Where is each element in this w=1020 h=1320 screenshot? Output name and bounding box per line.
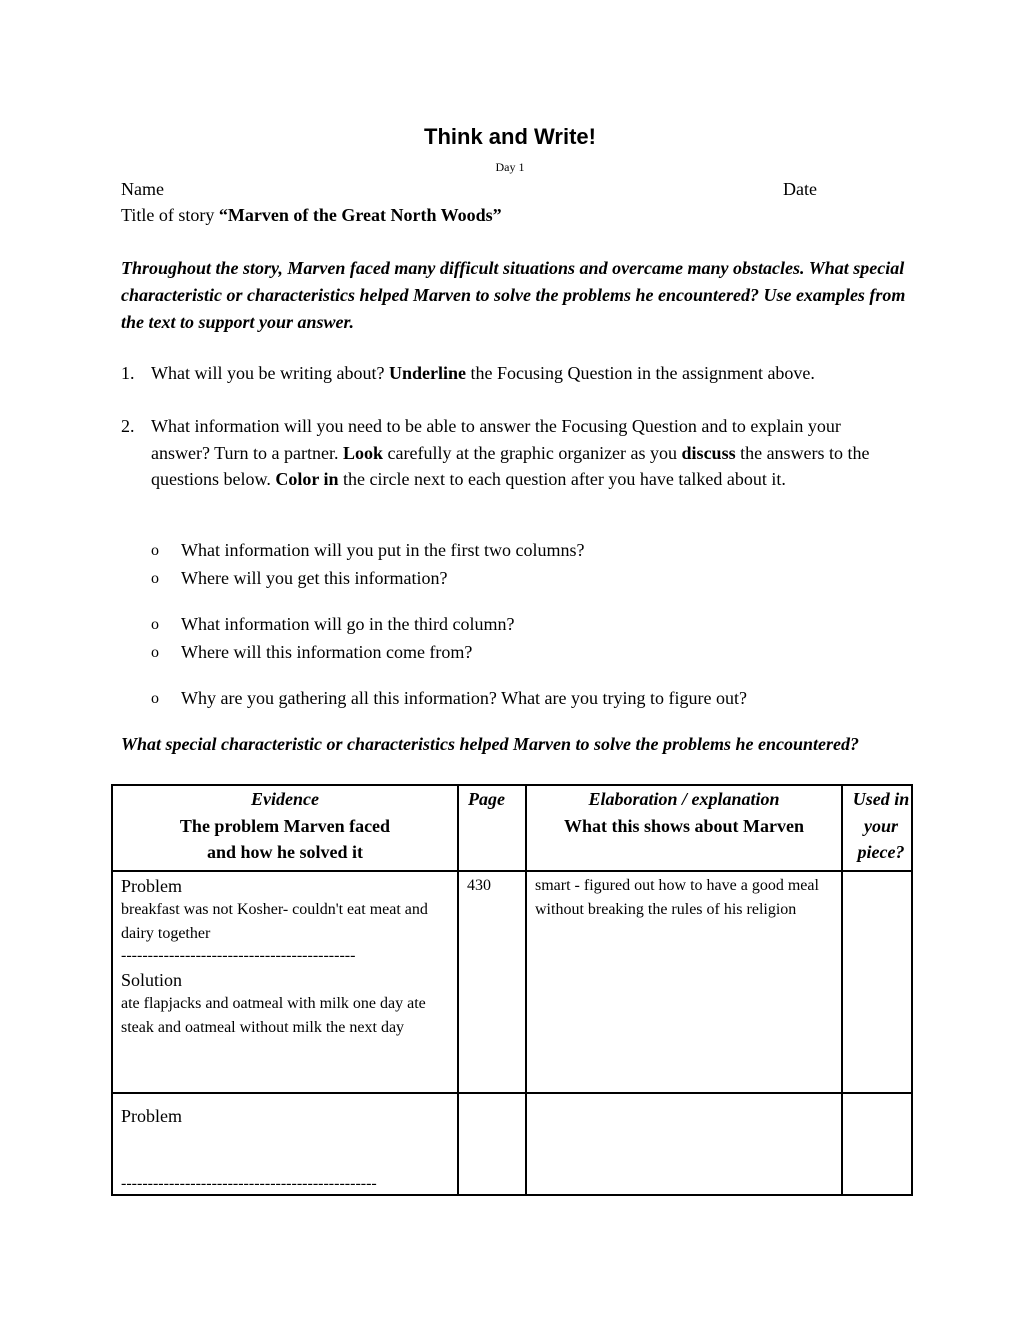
- bullet-circle-icon: o: [151, 570, 159, 587]
- page-header: [458, 785, 526, 871]
- divider: ------------------------------------------------: [121, 1175, 377, 1192]
- problem-label: Problem: [121, 1106, 182, 1126]
- q1-text-bold: Underline: [388, 363, 466, 383]
- used-header: Used in your piece?: [842, 785, 912, 871]
- q2-number: 2.: [121, 416, 135, 436]
- elaboration-header-sub: What this shows about Marven: [563, 815, 805, 836]
- story-title-line: [121, 202, 502, 228]
- q2-bold-discuss: discuss: [681, 442, 736, 463]
- page-title: Think and Write!: [424, 124, 596, 149]
- problem-label: Problem: [121, 876, 182, 896]
- bullet-item: Where will you get this information?: [181, 568, 448, 588]
- bullet-item: What information will you put in the first two columns?: [181, 540, 585, 560]
- elaboration-cell[interactable]: [526, 871, 842, 1093]
- bullet-circle-icon: o: [151, 616, 159, 633]
- evidence-header-sub2: and how he solved it: [206, 842, 364, 862]
- page-cell[interactable]: [458, 871, 526, 1093]
- problem-text: breakfast was not Kosher- couldn't eat meat and dairy together: [121, 901, 428, 942]
- used-cell[interactable]: [842, 871, 912, 1093]
- used-cell[interactable]: [842, 1093, 912, 1195]
- q2-part2: carefully at the graphic organizer as you: [383, 442, 682, 463]
- evidence-header: [112, 785, 458, 871]
- table-prompt: What special characteristic or characteristics helped Marven to solve the problems he encountered?: [121, 734, 859, 754]
- day-label: Day 1: [495, 160, 525, 174]
- q2-bold-look: Look: [342, 442, 383, 463]
- q2-text: [151, 413, 891, 493]
- q2-part4: the circle next to each question after you have talked about it.: [338, 469, 786, 489]
- q2-part1: What information will you need to be able to answer the Focusing Question and to explain your answer? Turn to a partner.: [151, 416, 841, 463]
- bullet-circle-icon: o: [151, 644, 159, 661]
- story-title: “Marven of the Great North Woods”: [218, 205, 502, 225]
- solution-label: Solution: [121, 970, 183, 990]
- focusing-prompt: Throughout the story, Marven faced many difficult situations and overcame many obstacles. What special characteristic or characteristics helped Marven to solve the problems he encountered? Use examples from the text to support your answer.: [121, 258, 906, 332]
- story-title-label: Title of story: [121, 205, 219, 225]
- table-row: [112, 871, 912, 1093]
- graphic-organizer-table: [111, 784, 913, 1196]
- bullet-circle-icon: o: [151, 542, 159, 559]
- table-row: [112, 1093, 912, 1195]
- date-label: Date: [783, 179, 817, 199]
- q1-text-before: What will you be writing about?: [151, 363, 389, 383]
- page-header-title: Page: [468, 789, 505, 809]
- q1-text: [151, 360, 911, 387]
- q1-text-after: the Focusing Question in the assignment above.: [465, 363, 815, 383]
- bullet-item: Where will this information come from?: [181, 642, 473, 662]
- q1-number: 1.: [121, 363, 135, 383]
- page-cell[interactable]: [458, 1093, 526, 1195]
- bullet-item: Why are you gathering all this information? What are you trying to figure out?: [181, 688, 747, 708]
- elaboration-header-title: Elaboration / explanation: [588, 789, 780, 809]
- bullet-item: What information will go in the third column?: [181, 614, 515, 634]
- elaboration-header: [526, 785, 842, 871]
- evidence-header-title: Evidence: [251, 789, 319, 809]
- q2-part3: the answers to the questions below.: [151, 442, 870, 489]
- table-header-row: [112, 785, 912, 871]
- evidence-cell[interactable]: [112, 871, 458, 1093]
- elaboration-cell[interactable]: [526, 1093, 842, 1195]
- name-label: Name: [121, 179, 164, 199]
- bullet-circle-icon: o: [151, 690, 159, 707]
- divider: --------------------------------------------: [121, 947, 356, 964]
- q2-bold-color-in: Color in: [275, 469, 339, 489]
- solution-text: ate flapjacks and oatmeal with milk one day ate steak and oatmeal without milk the next day: [121, 995, 426, 1036]
- elaboration-text: smart - figured out how to have a good meal without breaking the rules of his religion: [535, 877, 819, 918]
- page-number: 430: [467, 877, 491, 894]
- evidence-cell[interactable]: [112, 1093, 458, 1195]
- evidence-header-sub1: The problem Marven faced: [179, 815, 391, 836]
